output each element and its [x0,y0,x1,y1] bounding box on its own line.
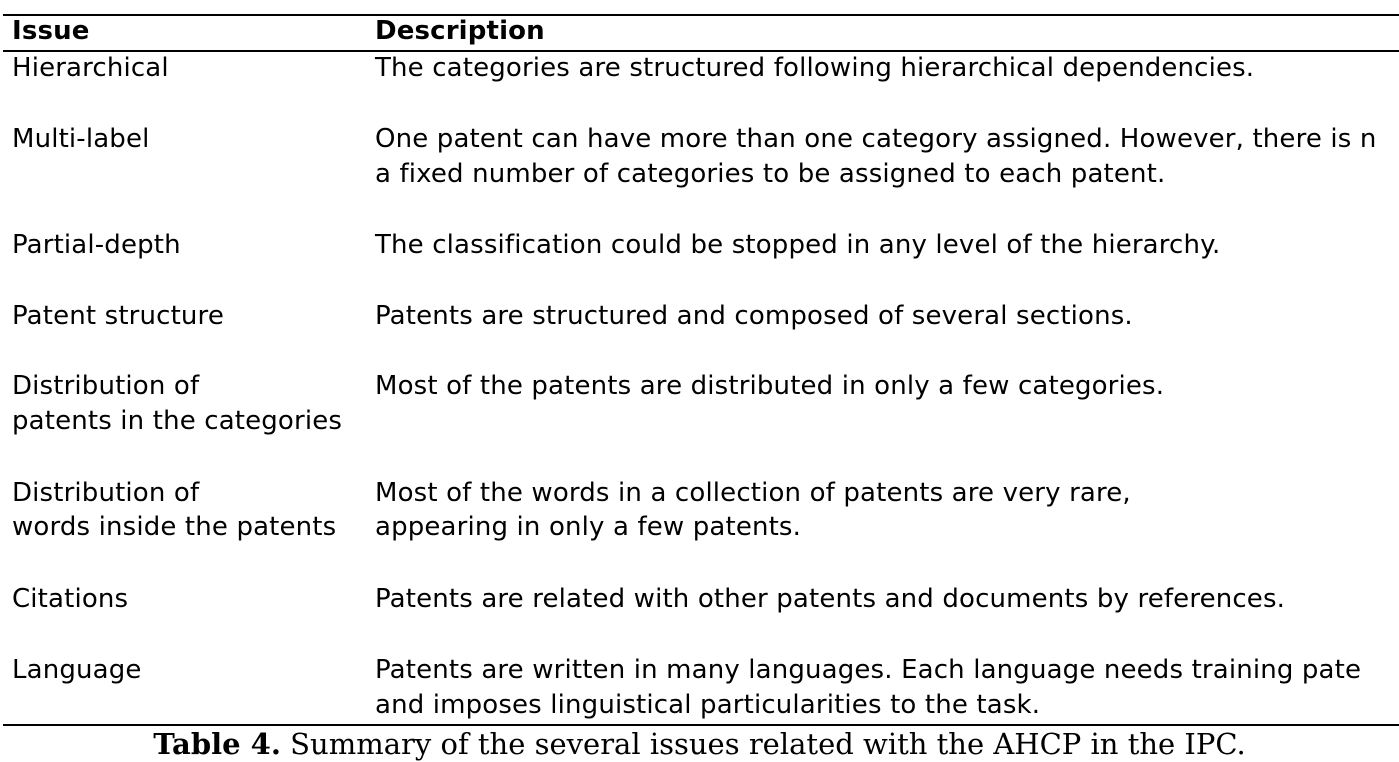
row-issue-partial-depth: Partial-depth [12,230,181,260]
caption-text: Summary of the several issues related with the AHCP in the IPC. [280,727,1246,761]
row-description-distribution-words-line1: Most of the words in a collection of patents are very rare, [375,478,1131,508]
row-issue-hierarchical: Hierarchical [12,53,169,83]
header-description: Description [375,16,545,46]
row-issue-multi-label: Multi-label [12,124,150,154]
row-description-distribution-words-line2: appearing in only a few patents. [375,512,802,542]
row-description-multi-label-line2: a fixed number of categories to be assigned to each patent. [375,159,1166,189]
row-issue-distribution-words-line1: Distribution of [12,478,200,508]
row-description-patent-structure: Patents are structured and composed of several sections. [375,301,1133,331]
row-issue-citations: Citations [12,584,129,614]
row-description-language-line1: Patents are written in many languages. Each language needs training pate [375,655,1362,685]
row-issue-language: Language [12,655,142,685]
row-description-hierarchical: The categories are structured following hierarchical dependencies. [375,53,1255,83]
table-top-rule [3,14,1399,16]
row-description-partial-depth: The classification could be stopped in any level of the hierarchy. [375,230,1221,260]
header-issue: Issue [12,16,90,46]
row-description-citations: Patents are related with other patents and documents by references. [375,584,1286,614]
row-issue-distribution-patents-line2: patents in the categories [12,406,343,436]
row-description-distribution-patents: Most of the patents are distributed in only a few categories. [375,371,1165,401]
row-issue-distribution-patents-line1: Distribution of [12,371,200,401]
row-description-multi-label-line1: One patent can have more than one category assigned. However, there is n [375,124,1377,154]
row-issue-patent-structure: Patent structure [12,301,224,331]
caption-label: Table 4. [153,727,281,761]
row-issue-distribution-words-line2: words inside the patents [12,512,337,542]
row-description-language-line2: and imposes linguistical particularities to the task. [375,690,1041,720]
table-caption [0,726,1399,762]
